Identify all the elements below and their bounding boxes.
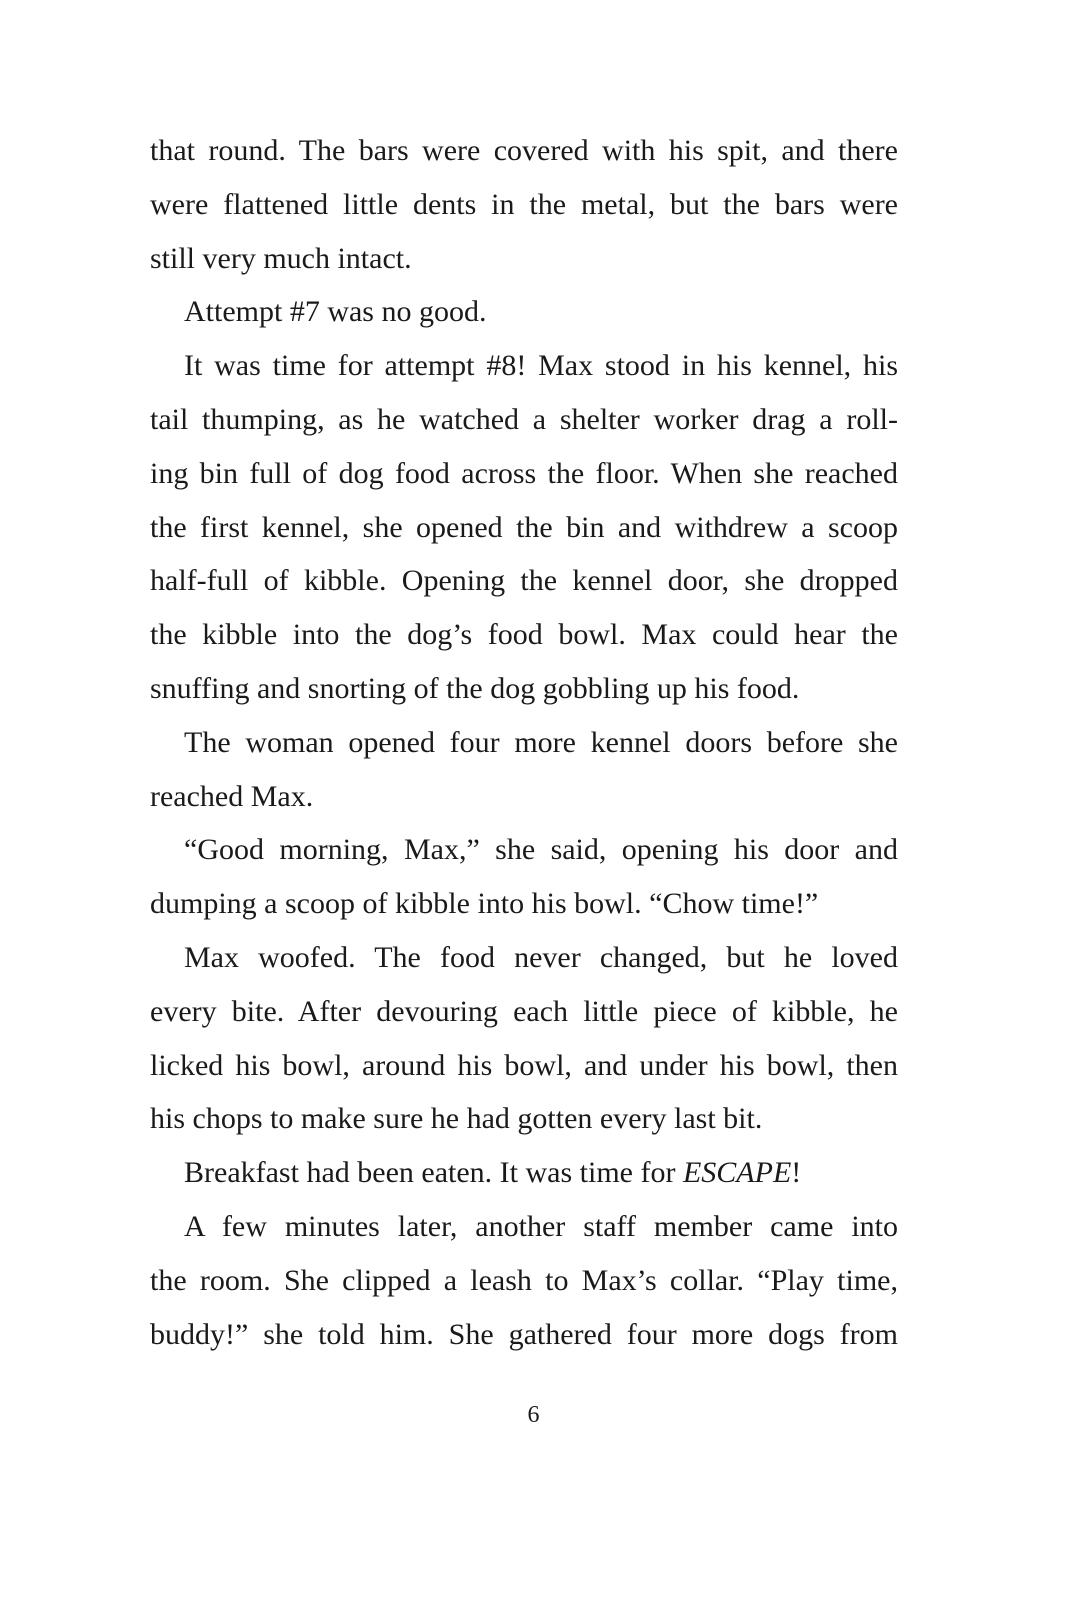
text-line: the room. She clipped a leash to Max’s collar. “Play time, [150, 1263, 898, 1297]
page-number: 6 [527, 1402, 540, 1428]
text-line: buddy!” she told him. She gathered four more dogs from [150, 1317, 898, 1351]
emphasized-text: ESCAPE [682, 1156, 792, 1190]
text-line: his chops to make sure he had gotten every last bit. [150, 1102, 763, 1136]
text-run: ! [791, 1156, 802, 1190]
text-line: still very much intact. [150, 241, 412, 275]
text-line: reached Max. [150, 779, 314, 813]
text-line: licked his bowl, around his bowl, and under his bowl, then [150, 1048, 898, 1082]
text-line: The woman opened four more kennel doors before she [184, 725, 898, 759]
text-line: half-full of kibble. Opening the kennel door, she dropped [150, 564, 898, 598]
text-line: were flattened little dents in the metal, but the bars were [150, 187, 898, 221]
text-line: ing bin full of dog food across the floor. When she reached [150, 456, 898, 490]
text-line: It was time for attempt #8! Max stood in his kennel, his [184, 349, 898, 383]
text-line: A few minutes later, another staff member came into [184, 1209, 898, 1243]
text-line: that round. The bars were covered with his spit, and there [150, 134, 898, 167]
text-run: Breakfast had been eaten. It was time for [184, 1156, 683, 1190]
text-line: the kibble into the dog’s food bowl. Max could hear the [150, 618, 898, 652]
body-text [150, 124, 898, 1361]
text-line: tail thumping, as he watched a shelter worker drag a roll- [150, 402, 898, 436]
text-line: Max woofed. The food never changed, but he loved [184, 940, 898, 974]
text-line: the first kennel, she opened the bin and withdrew a scoop [150, 510, 898, 544]
text-line: “Good morning, Max,” she said, opening his door and [184, 833, 898, 867]
text-line: dumping a scoop of kibble into his bowl. “Chow time!” [150, 887, 819, 921]
text-line [150, 1146, 898, 1200]
text-line: snuffing and snorting of the dog gobbling up his food. [150, 671, 800, 705]
text-line: every bite. After devouring each little piece of kibble, he [150, 994, 898, 1028]
text-line: Attempt #7 was no good. [184, 295, 487, 329]
